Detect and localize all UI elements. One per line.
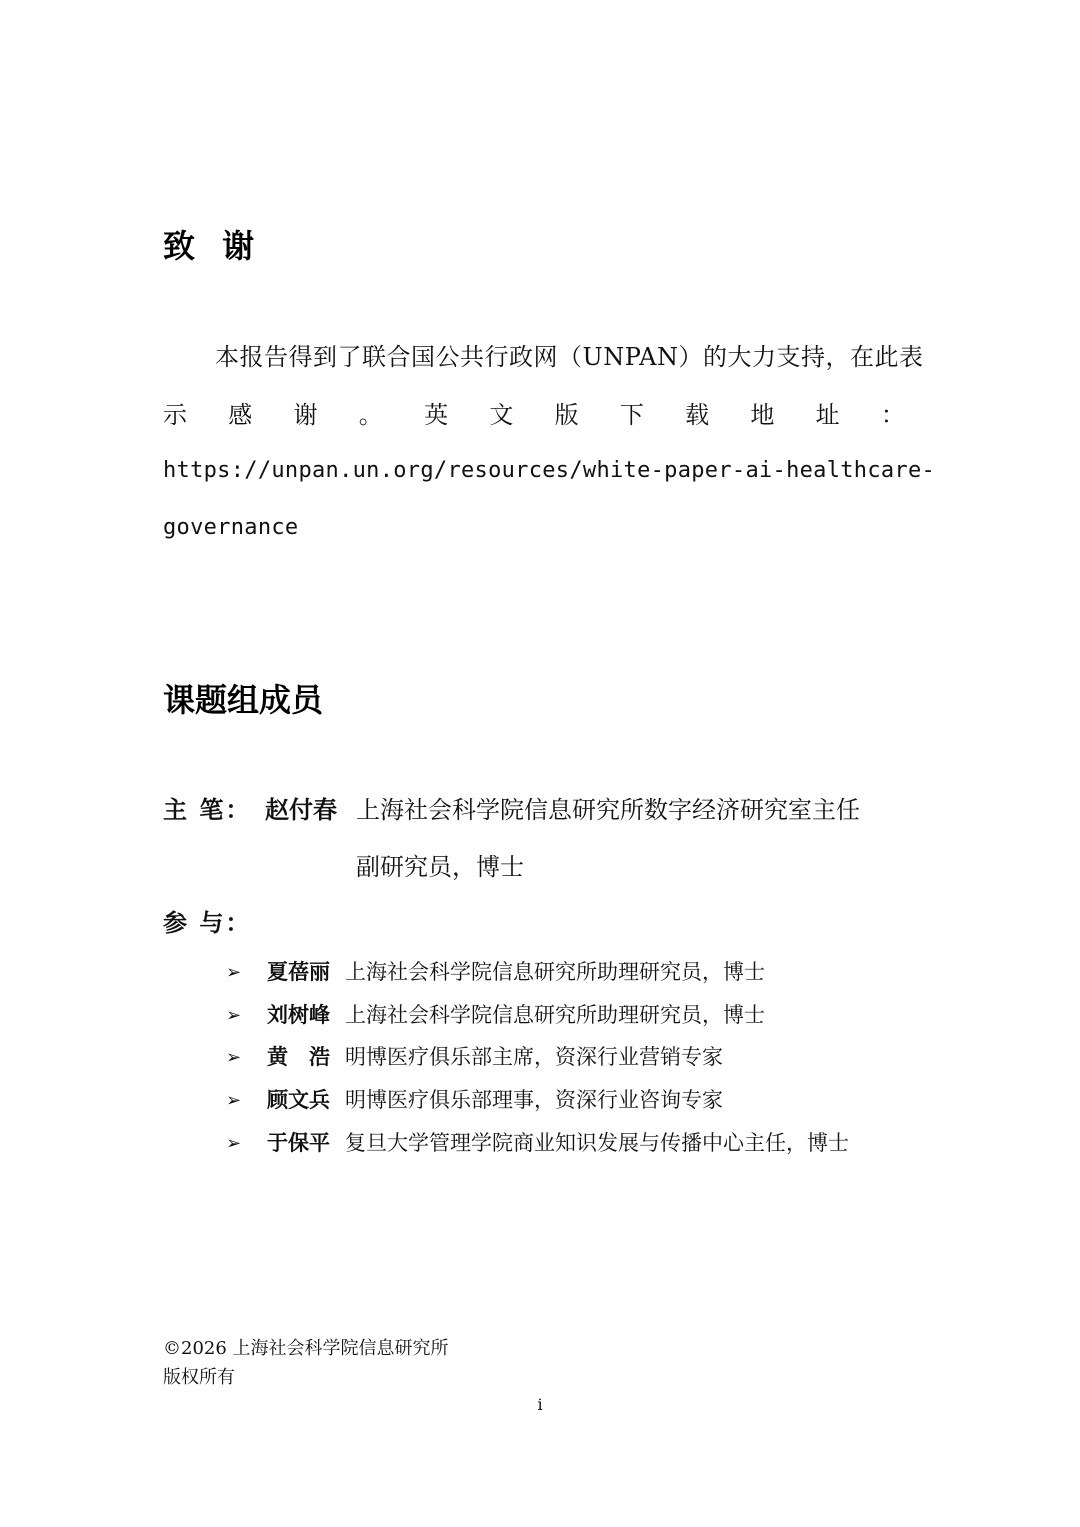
- member-name: 刘树峰: [267, 1002, 330, 1027]
- lead-author-desc-line2: 副研究员，博士: [356, 853, 524, 881]
- member-name: 顾文兵: [267, 1088, 330, 1113]
- copyright-notice: ©2026 上海社会科学院信息研究所: [163, 1338, 449, 1359]
- download-url-part1[interactable]: https://unpan.un.org/resources/white-paper-ai-healthcare-: [163, 458, 936, 483]
- acknowledgement-text-line1: 本报告得到了联合国公共行政网（UNPAN）的大力支持，在此表: [215, 343, 924, 371]
- arrow-bullet-icon: ➢: [226, 962, 242, 983]
- ack-char: 。: [358, 401, 383, 429]
- ack-char: ：: [880, 401, 905, 429]
- participants-list: [226, 956, 926, 1169]
- team-title: 课题组成员: [163, 681, 324, 719]
- member-desc: 上海社会科学院信息研究所助理研究员，博士: [345, 960, 765, 984]
- arrow-bullet-icon: ➢: [226, 1004, 242, 1026]
- ack-char: 感: [228, 401, 253, 429]
- arrow-bullet-icon: ➢: [226, 1047, 242, 1069]
- arrow-bullet-icon: ➢: [226, 1090, 242, 1112]
- list-item: [226, 1084, 926, 1127]
- list-item: [226, 956, 926, 999]
- list-item: [226, 999, 926, 1042]
- member-desc: 明博医疗俱乐部主席，资深行业营销专家: [345, 1045, 723, 1070]
- ack-char: 址: [815, 401, 840, 429]
- lead-author-desc: 上海社会科学院信息研究所数字经济研究室主任: [356, 796, 860, 824]
- lead-author-label: 主 笔：: [163, 795, 252, 824]
- rights-notice: 版权所有: [163, 1367, 235, 1388]
- list-item: [226, 1127, 926, 1170]
- ack-char: 版: [554, 401, 579, 429]
- member-desc: 明博医疗俱乐部理事，资深行业咨询专家: [345, 1088, 723, 1113]
- member-name: 黄 浩: [267, 1045, 330, 1070]
- ack-char: 下: [619, 401, 644, 429]
- download-url-part2[interactable]: governance: [163, 515, 299, 540]
- ack-char: 英: [424, 401, 449, 429]
- ack-char: 谢: [293, 401, 318, 429]
- member-desc: 上海社会科学院信息研究所助理研究员，博士: [345, 1002, 765, 1027]
- member-name: 夏蓓丽: [267, 960, 330, 984]
- member-name: 于保平: [267, 1130, 330, 1155]
- participants-label: 参 与：: [163, 908, 252, 937]
- ack-char: 示: [163, 401, 187, 429]
- acknowledgement-title: 致 谢: [163, 227, 263, 265]
- ack-char: 文: [489, 401, 514, 429]
- arrow-bullet-icon: ➢: [226, 1132, 242, 1154]
- ack-char: 载: [685, 401, 710, 429]
- acknowledgement-text-line2: [163, 398, 905, 432]
- lead-author-name: 赵付春: [265, 795, 337, 824]
- ack-char: 地: [750, 401, 775, 429]
- list-item: [226, 1041, 926, 1084]
- member-desc: 复旦大学管理学院商业知识发展与传播中心主任，博士: [345, 1130, 849, 1155]
- page-number: i: [537, 1395, 543, 1414]
